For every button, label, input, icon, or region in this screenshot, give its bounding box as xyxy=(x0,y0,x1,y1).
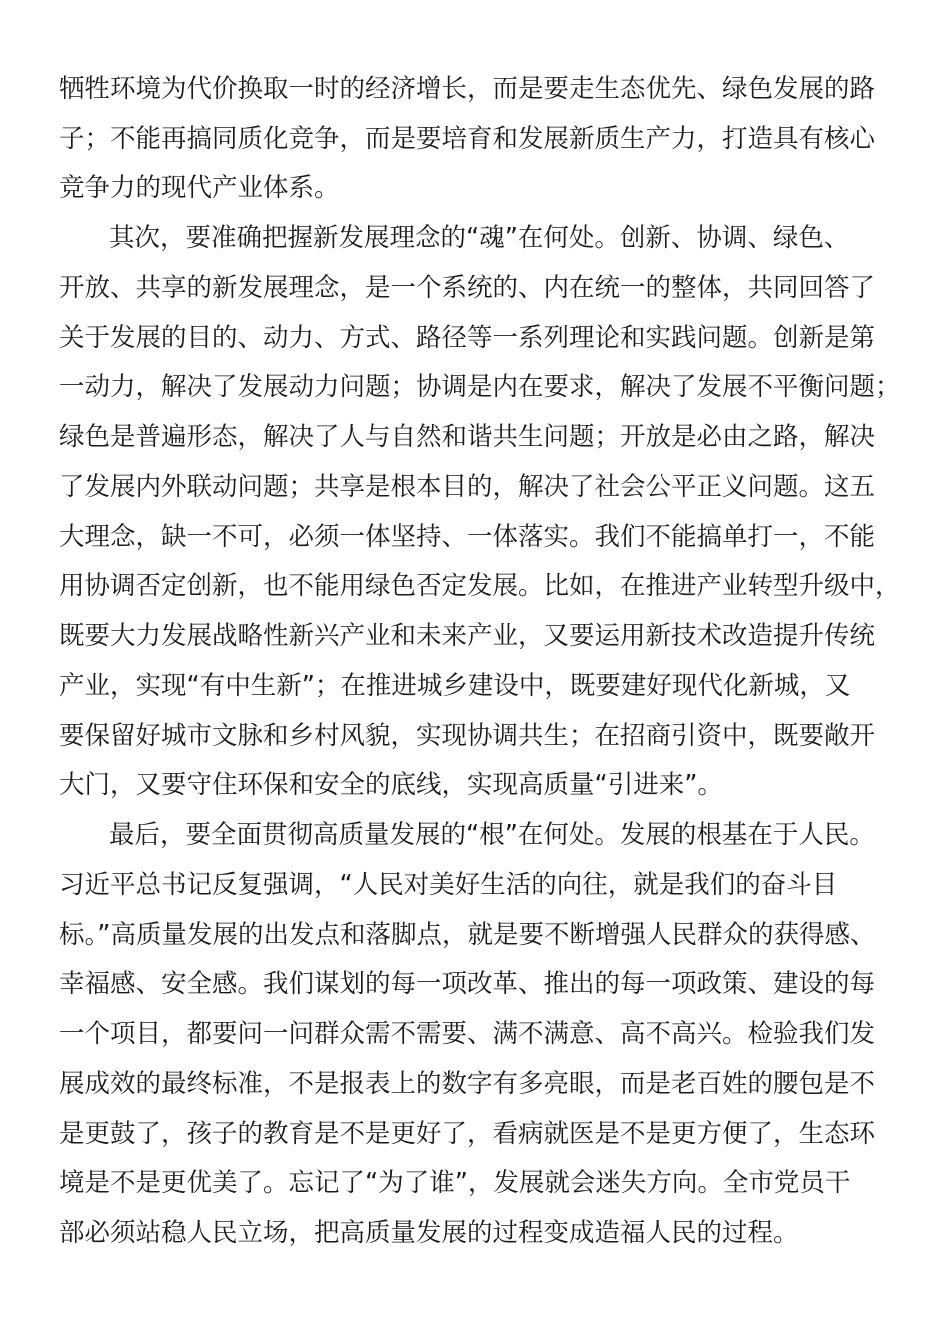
text-line: 幸福感、安全感。我们谋划的每一项改革、推出的每一项政策、建设的每 xyxy=(59,969,876,999)
text-line: 一个项目，都要问一问群众需不需要、满不满意、高不高兴。检验我们发 xyxy=(59,1019,876,1049)
text-line: 一动力，解决了发展动力问题；协调是内在要求，解决了发展不平衡问题； xyxy=(59,372,901,402)
text-line: 展成效的最终标准，不是报表上的数字有多亮眼，而是老百姓的腰包是不 xyxy=(59,1069,876,1099)
text-line: 了发展内外联动问题；共享是根本目的，解决了社会公平正义问题。这五 xyxy=(59,472,876,502)
text-line: 竞争力的现代产业体系。 xyxy=(59,173,340,203)
paragraph-start-line: 最后，要全面贯彻高质量发展的“根”在何处。发展的根基在于人民。 xyxy=(109,820,875,850)
text-line: 是更鼓了，孩子的教育是不是更好了，看病就医是不是更方便了，生态环 xyxy=(59,1119,876,1149)
text-line: 大理念，缺一不可，必须一体坚持、一体落实。我们不能搞单打一，不能 xyxy=(59,522,876,552)
text-line: 习近平总书记反复强调，“人民对美好生活的向往，就是我们的奋斗目 xyxy=(59,870,838,900)
text-line: 标。”高质量发展的出发点和落脚点，就是要不断增强人民群众的获得感、 xyxy=(59,920,876,950)
text-line: 开放、共享的新发展理念，是一个系统的、内在统一的整体，共同回答了 xyxy=(59,273,876,303)
text-line: 产业，实现“有中生新”；在推进城乡建设中，既要建好现代化新城，又 xyxy=(59,671,851,701)
paragraph-start-line: 其次，要准确把握新发展理念的“魂”在何处。创新、协调、绿色、 xyxy=(109,223,850,253)
text-line: 子；不能再搞同质化竞争，而是要培育和发展新质生产力，打造具有核心 xyxy=(59,124,876,154)
text-line: 要保留好城市文脉和乡村风貌，实现协调共生；在招商引资中，既要敞开 xyxy=(59,721,876,751)
text-line: 用协调否定创新，也不能用绿色否定发展。比如，在推进产业转型升级中， xyxy=(59,571,901,601)
text-line: 部必须站稳人民立场，把高质量发展的过程变成造福人民的过程。 xyxy=(59,1218,799,1248)
text-line: 大门，又要守住环保和安全的底线，实现高质量“引进来”。 xyxy=(59,770,723,800)
text-line: 关于发展的目的、动力、方式、路径等一系列理论和实践问题。创新是第 xyxy=(59,323,876,353)
text-line: 既要大力发展战略性新兴产业和未来产业，又要运用新技术改造提升传统 xyxy=(59,621,876,651)
text-line: 牺牲环境为代价换取一时的经济增长，而是要走生态优先、绿色发展的路 xyxy=(59,74,876,104)
text-line: 绿色是普遍形态，解决了人与自然和谐共生问题；开放是必由之路，解决 xyxy=(59,422,876,452)
text-line: 境是不是更优美了。忘记了“为了谁”，发展就会迷失方向。全市党员干 xyxy=(59,1168,851,1198)
